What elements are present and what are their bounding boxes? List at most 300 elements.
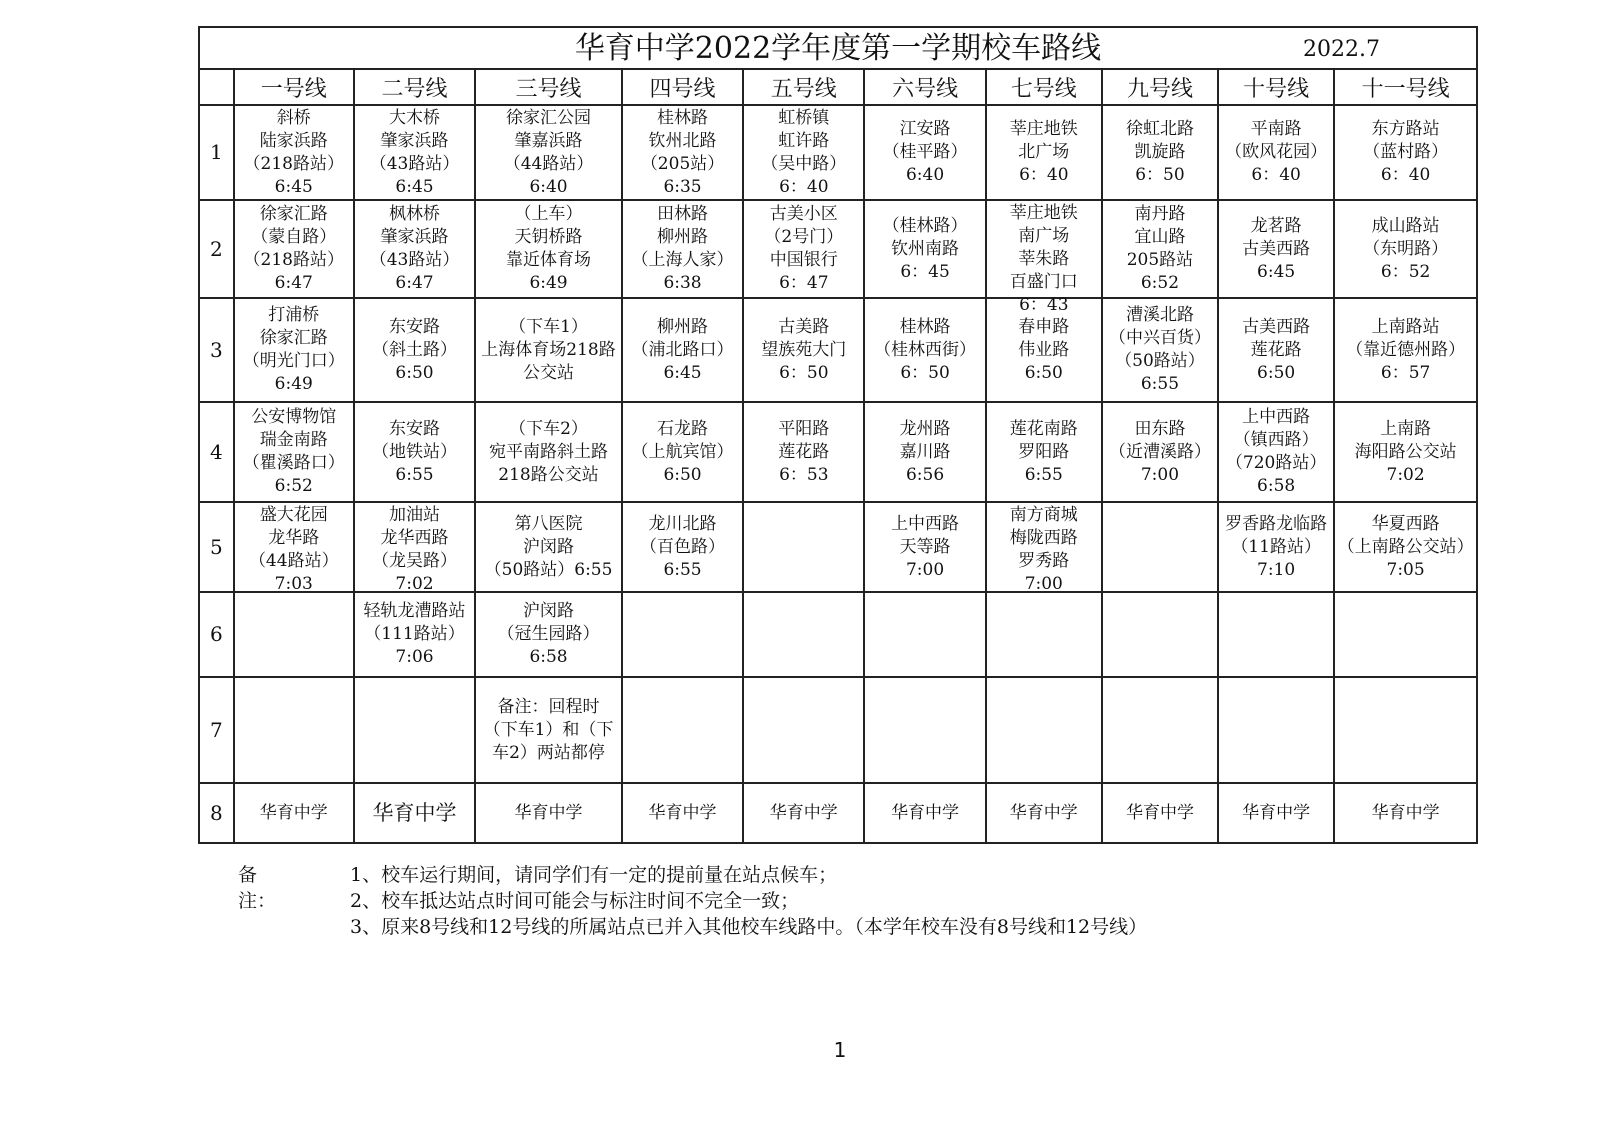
stop-cell [1218,298,1334,402]
destination-cell [1334,783,1477,843]
stop-line: 东方路站 [1371,119,1440,139]
stop-line: 6:45 [663,362,702,383]
stop-cell [475,105,622,200]
stop-line: 龙茗路 [1250,215,1302,236]
stop-line: 205路站 [1126,250,1194,270]
stop-cell [1102,502,1218,592]
line-header: 十号线 [1218,69,1334,105]
stop-line: 6:35 [663,177,702,197]
row-number: 5 [199,502,234,592]
stop-cell [622,677,743,783]
stop-line: 虹桥镇 [778,108,830,128]
stop-line: （上南路公交站） [1337,536,1474,557]
stop-line: 罗香路龙临路 [1225,513,1328,534]
table-row [199,783,1477,843]
stop-line: （浦北路口） [631,339,734,360]
stop-line: 南丹路 [1134,204,1186,224]
stop-line: （吴中路） [761,154,847,174]
stop-line: 7:02 [395,574,434,594]
route-sheet [198,26,1478,844]
stop-line: （44路站） [248,551,339,571]
stop-line: 东安路 [389,316,441,337]
stop-cell [1102,677,1218,783]
stop-line: （蒙自路） [251,227,337,247]
stop-cell [354,105,475,200]
stop-line: 华育中学 [1371,802,1440,823]
stop-cell [234,677,354,783]
stop-line: （桂林路） [882,215,968,236]
date-label: 2022.7 [1303,37,1380,62]
stop-line: （下车1）和（下 [483,719,614,740]
stop-line: 莘朱路 [1018,249,1070,269]
stop-cell [475,402,622,502]
stop-line: 石龙路 [657,418,709,439]
stop-line: 6:58 [1257,476,1296,496]
destination-cell [234,783,354,843]
stop-line: 6：47 [779,273,829,293]
stop-line: 莘庄地铁 [1009,203,1078,223]
stop-line: 6：50 [900,362,950,383]
stop-line: 瑞金南路 [259,430,328,450]
stop-line: （218路站） [243,250,344,270]
note-item: 2、校车抵达站点时间可能会与标注时间不完全一致； [350,890,800,912]
destination-cell [354,783,475,843]
table-row [199,592,1477,677]
row-number: 3 [199,298,234,402]
stop-line: 7:03 [274,574,313,594]
stop-line: 6:50 [395,362,434,383]
stop-line: （43路站） [369,154,460,174]
stop-cell [622,502,743,592]
stop-line: 梅陇西路 [1009,528,1078,548]
stop-cell [986,402,1102,502]
stop-line: （上海人家） [631,250,734,270]
stop-line: 公交站 [523,362,575,383]
stop-line: 上海体育场218路 [481,339,616,360]
stop-line: 中国银行 [769,250,838,270]
stop-line: （冠生园路） [497,624,600,644]
stop-cell [1334,592,1477,677]
destination-cell [1102,783,1218,843]
stop-line: 6:50 [1024,362,1063,383]
stop-line: （地铁站） [372,441,458,462]
stop-line: 肇家浜路 [380,227,449,247]
stop-cell [1102,402,1218,502]
stop-line: （218路站） [243,154,344,174]
stop-line: 罗阳路 [1018,441,1070,462]
stop-line: 龙华路 [268,528,320,548]
stop-cell [475,200,622,298]
stop-line: 6:55 [1140,374,1180,394]
stop-line: （50路站）6:55 [484,559,613,580]
stop-line: 6:38 [663,273,702,293]
stop-line: 田林路 [657,204,709,224]
stop-cell [354,592,475,677]
stop-line: 打浦桥 [268,305,320,325]
stop-line: （瞿溪路口） [242,453,345,473]
stop-cell [1218,677,1334,783]
stop-line: 龙州路 [899,418,951,439]
destination-cell [475,783,622,843]
stop-line: 6：50 [779,362,829,383]
stop-cell [475,298,622,402]
stop-line: 华育中学 [891,802,960,823]
stop-line: 古美西路 [1242,238,1311,259]
stop-line: 华育中学 [769,802,838,823]
stop-line: 上南路站 [1371,316,1440,337]
stop-line: （东明路） [1363,238,1449,259]
stop-line: 钦州北路 [648,131,717,151]
stop-line: 6：53 [779,464,829,485]
stop-line: 加油站 [389,505,441,525]
stop-line: 肇嘉浜路 [514,131,583,151]
stop-line: （中兴百货） [1108,328,1211,348]
stop-line: 7:02 [1386,464,1425,485]
row-number: 1 [199,105,234,200]
title-row [198,26,1478,68]
line-header: 二号线 [354,69,475,105]
stop-cell [1334,298,1477,402]
stop-line: 华育中学 [514,802,583,823]
stop-cell [622,298,743,402]
stop-cell [1334,502,1477,592]
stop-line: 6:55 [1024,464,1063,485]
stop-line: （43路站） [369,250,460,270]
stop-line: 徐家汇路 [259,204,328,224]
destination-cell [622,783,743,843]
destination-cell [743,783,864,843]
stop-line: （近漕溪路） [1108,441,1211,462]
table-row [199,402,1477,502]
stop-cell [864,502,985,592]
stop-cell [864,677,985,783]
stop-line: 春申路 [1018,316,1070,337]
header-corner [199,69,234,105]
stop-line: 柳州路 [657,316,709,337]
stop-cell [1102,200,1218,298]
stop-cell [475,592,622,677]
stop-line: 6:52 [274,476,313,496]
stop-cell [986,677,1102,783]
stop-line: 龙华西路 [380,528,449,548]
stop-line: 大木桥 [389,108,441,128]
stop-line: 6:45 [1257,261,1296,282]
stop-cell [234,105,354,200]
stop-cell [234,592,354,677]
stop-cell [864,592,985,677]
stop-line: 伟业路 [1018,339,1070,360]
stop-line: 6：50 [1135,165,1185,185]
stop-cell [234,200,354,298]
stop-line: （桂林西街） [874,339,977,360]
stop-line: 华育中学 [1125,802,1194,823]
stop-line: 华夏西路 [1371,513,1440,534]
stop-line: 桂林路 [899,316,951,337]
row-number: 7 [199,677,234,783]
stop-cell [475,677,622,783]
stop-line: 海阳路公交站 [1354,441,1457,462]
stop-line: 肇家浜路 [380,131,449,151]
stop-line: （百色路） [640,536,726,557]
stop-cell [743,200,864,298]
stop-cell [1334,677,1477,783]
stop-line: 凯旋路 [1134,142,1186,162]
stop-cell [864,200,985,298]
line-header: 九号线 [1102,69,1218,105]
stop-line: 古美路 [778,316,830,337]
stop-cell [864,402,985,502]
stop-line: （镇西路） [1233,430,1319,450]
stop-line: （上航宾馆） [631,441,734,462]
stop-line: （下车1） [509,316,588,337]
stop-line: 天等路 [899,536,951,557]
page-number: 1 [833,1038,847,1062]
stop-line: 华育中学 [1009,802,1078,823]
stop-cell [986,200,1102,315]
stop-cell [1102,298,1218,402]
line-header: 六号线 [864,69,985,105]
stop-cell [234,298,354,402]
stop-line: 成山路站 [1371,215,1440,236]
destination-cell [986,783,1102,843]
stop-line: 7:10 [1257,559,1296,580]
stop-line: 靠近体育场 [506,250,592,270]
stop-cell [1218,402,1334,502]
stop-line: 6:49 [274,374,313,394]
row-number: 2 [199,200,234,298]
stop-cell [986,502,1102,592]
stop-line: 6:50 [663,464,702,485]
stop-cell [743,592,864,677]
stop-cell [354,402,475,502]
stop-line: 6:55 [663,559,702,580]
destination-cell [864,783,985,843]
stop-cell [622,592,743,677]
note-item: 1、校车运行期间，请同学们有一定的提前量在站点候车； [350,864,838,886]
stop-line: 东安路 [389,418,441,439]
stop-line: 嘉川路 [899,441,951,462]
stop-cell [743,502,864,592]
stop-line: 7:05 [1386,559,1425,580]
stop-cell [1334,105,1477,200]
stop-line: 6：40 [1380,165,1431,185]
stop-cell [234,402,354,502]
line-header: 一号线 [234,69,354,105]
route-table [198,68,1478,844]
stop-line: （斜土路） [372,339,458,360]
stop-line: 7:00 [905,559,945,580]
stop-line: 徐家汇路 [259,328,328,348]
stop-line: （明光门口） [242,351,345,371]
stop-line: 7:06 [395,647,434,667]
stop-line: 斜桥 [276,108,311,128]
stop-cell [354,502,475,592]
stop-line: 莘庄地铁 [1009,119,1078,139]
stop-line: 6:40 [905,165,945,185]
stop-line: 6:49 [529,273,568,293]
stop-line: 第八医院 [514,513,583,534]
stop-line: 7:00 [1024,574,1063,594]
stop-line: 6：40 [779,177,829,197]
stop-line: 6：40 [1019,165,1069,185]
stop-line: 6:45 [395,177,434,197]
stop-line: 宜山路 [1134,227,1186,247]
stop-line: （111路站） [364,624,465,644]
stop-line: 古美西路 [1242,316,1311,337]
stop-line: 6:45 [274,177,313,197]
table-row [199,502,1477,592]
stop-cell [1218,105,1334,200]
stop-line: 6:55 [395,464,434,485]
stop-line: 北广场 [1018,142,1070,162]
stop-cell [1334,402,1477,502]
stop-cell [475,502,622,592]
stop-line: 轻轨龙漕路站 [363,601,466,621]
stop-cell [622,402,743,502]
stop-line: 古美小区 [769,204,838,224]
stop-line: （下车2） [509,418,588,439]
stop-cell [743,298,864,402]
stop-line: （欧风花园） [1225,142,1328,162]
stop-line: 华育中学 [259,802,328,823]
stop-line: （上车） [514,204,583,224]
stop-line: 7:00 [1140,464,1180,485]
line-header: 十一号线 [1334,69,1477,105]
stop-cell [1102,105,1218,200]
stop-line: （44路站） [503,154,594,174]
stop-line: 6：57 [1380,362,1431,383]
stop-line: （2号门） [764,227,844,247]
stop-line: （11路站） [1231,536,1321,557]
stop-line: 徐家汇公园 [506,108,592,128]
stop-line: 桂林路 [657,108,709,128]
stop-line: 华育中学 [648,802,717,823]
notes-label: 备注： [238,864,277,912]
stop-line: 盛大花园 [259,505,328,525]
stop-cell [986,592,1102,677]
stop-line: 华育中学 [372,800,457,825]
stop-cell [354,200,475,298]
stop-cell [354,298,475,402]
table-row [199,105,1477,200]
row-number: 6 [199,592,234,677]
stop-line: 上南路 [1380,418,1432,439]
stop-line: 钦州南路 [891,238,960,259]
table-row [199,200,1477,298]
table-row [199,298,1477,402]
stop-line: （蓝村路） [1363,142,1449,162]
stop-line: 南方商城 [1009,505,1078,525]
table-row [199,677,1477,783]
stop-cell [743,677,864,783]
stop-line: 218路公交站 [498,464,599,485]
stop-line: （桂平路） [882,142,968,162]
line-header: 三号线 [475,69,622,105]
stop-line: 6：52 [1380,261,1431,282]
stop-line: （720路站） [1225,453,1327,473]
stop-cell [743,105,864,200]
stop-line: 宛平南路斜土路 [489,441,609,462]
stop-cell [986,105,1102,200]
stop-line: 6:47 [395,273,434,293]
stop-line: 莲花路 [1250,339,1302,360]
stop-line: 备注：回程时 [497,696,600,717]
line-header: 四号线 [622,69,743,105]
stop-line: 南广场 [1018,226,1070,246]
stop-line: 江安路 [899,119,951,139]
stop-cell [864,105,985,200]
stop-cell [622,200,743,298]
stop-cell [354,677,475,783]
stop-line: 6：40 [1251,165,1301,185]
stop-line: 陆家浜路 [259,131,328,151]
page-title: 华育中学2022学年度第一学期校车路线 [574,31,1102,66]
stop-line: 车2）两站都停 [492,742,605,763]
stop-cell [1218,502,1334,592]
stop-line: 6:58 [529,647,568,667]
stop-line: 6：43 [1019,295,1069,315]
stop-line: 上中西路 [1242,407,1311,427]
line-header: 七号线 [986,69,1102,105]
stop-cell [1334,200,1477,298]
stop-line: 上中西路 [891,513,960,534]
row-number: 8 [199,783,234,843]
stop-line: 枫林桥 [389,204,441,224]
stop-line: 6：45 [900,261,950,282]
destination-cell [1218,783,1334,843]
stop-cell [864,298,985,402]
stop-line: 公安博物馆 [251,407,337,427]
stop-cell [1218,200,1334,298]
stop-line: 沪闵路 [523,536,575,557]
row-number: 4 [199,402,234,502]
stop-line: （205站） [640,154,725,174]
header-row [199,69,1477,105]
stop-line: 6:52 [1140,273,1180,293]
stop-line: 田东路 [1134,418,1186,439]
stop-cell [743,402,864,502]
stop-line: （龙吴路） [372,551,458,571]
stop-line: 柳州路 [657,227,709,247]
stop-line: 6:40 [529,177,568,197]
stop-line: 华育中学 [1242,802,1311,823]
note-item: 3、原来8号线和12号线的所属站点已并入其他校车线路中。（本学年校车没有8号线和12号线） [350,916,1148,938]
stop-line: 莲花路 [778,441,830,462]
stop-line: 莲花南路 [1009,418,1078,439]
stop-line: 望族苑大门 [761,339,847,360]
stop-line: 6:47 [274,273,313,293]
stop-line: （50路站） [1115,351,1205,371]
stop-cell [1102,592,1218,677]
stop-line: 虹许路 [778,131,830,151]
stop-line: 百盛门口 [1009,272,1078,292]
stop-cell [234,502,354,592]
stop-line: 罗秀路 [1018,551,1070,571]
stop-line: 6:50 [1257,362,1296,383]
stop-line: 天钥桥路 [514,227,583,247]
stop-line: 漕溪北路 [1125,305,1194,325]
stop-line: 6:56 [905,464,945,485]
line-header: 五号线 [743,69,864,105]
stop-line: 沪闵路 [523,601,575,621]
stop-cell [622,105,743,200]
table-body [199,105,1477,843]
stop-line: （靠近德州路） [1346,339,1466,360]
stop-line: 龙川北路 [648,513,717,534]
stop-line: 平阳路 [778,418,830,439]
stop-cell [1218,592,1334,677]
stop-line: 徐虹北路 [1125,119,1194,139]
